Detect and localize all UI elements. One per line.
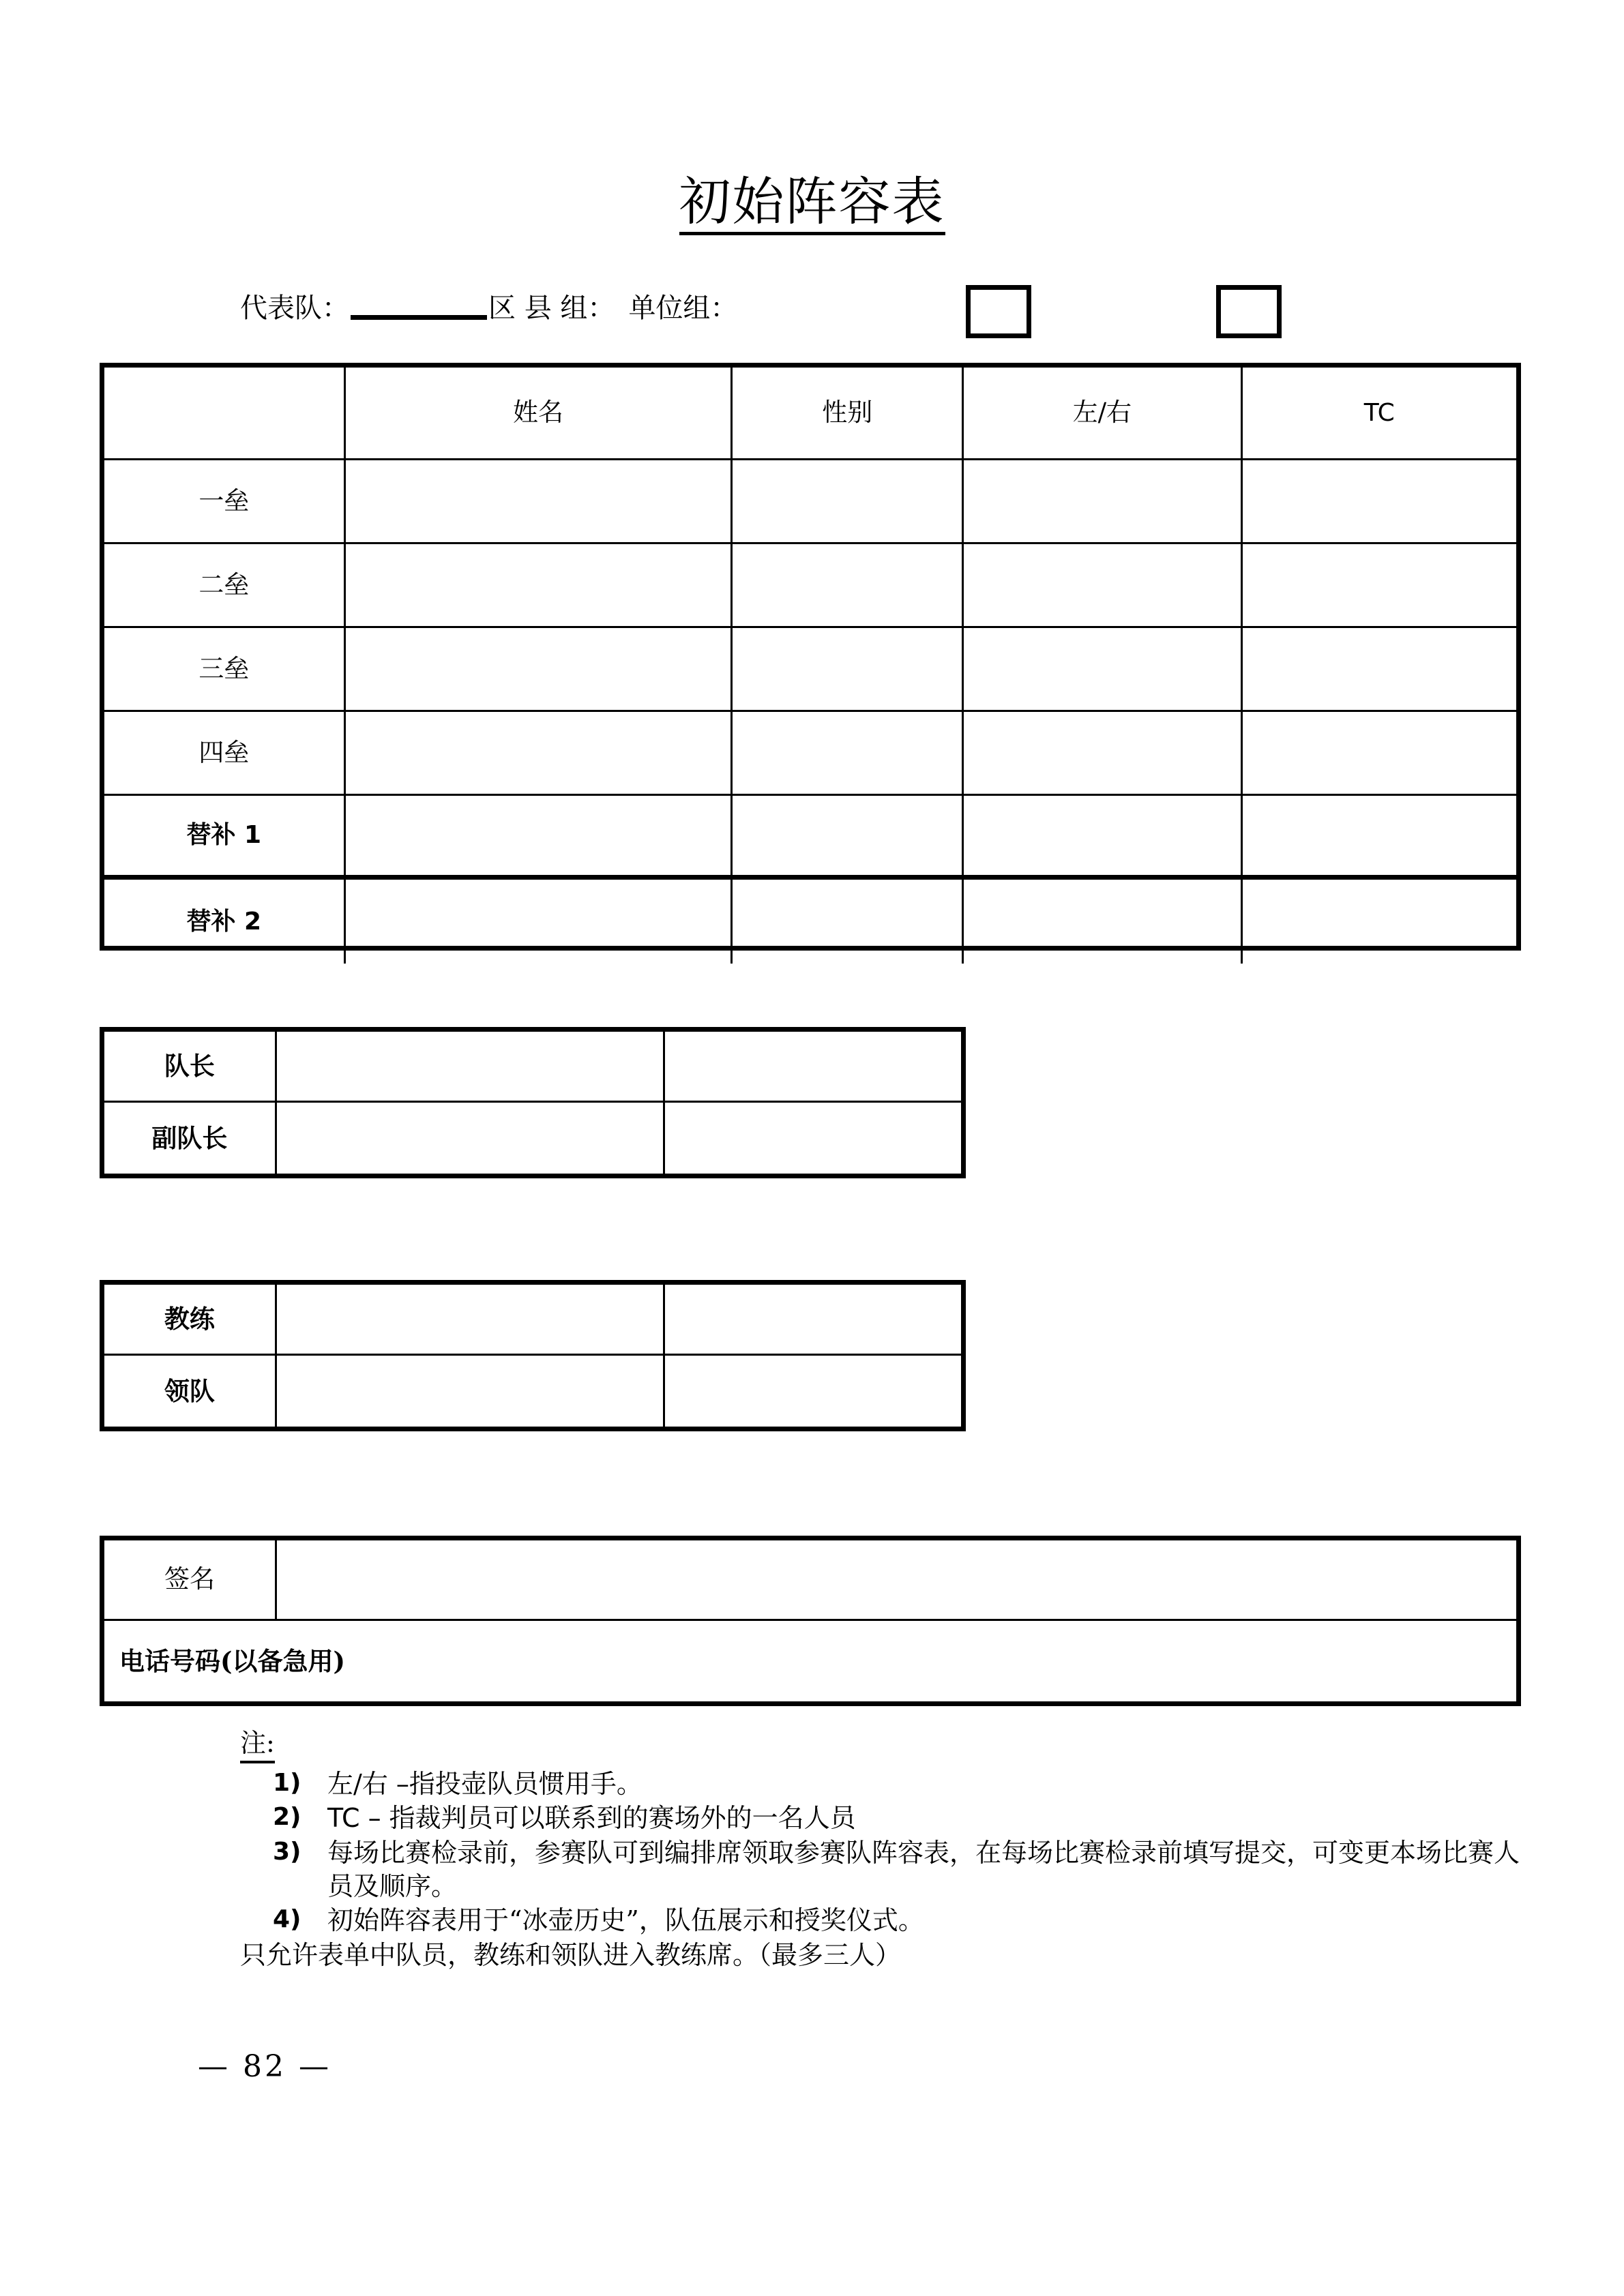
team-leader-label: 领队: [104, 1356, 277, 1427]
roster-name-2[interactable]: [346, 544, 733, 626]
roster-table: [100, 363, 1521, 951]
district-group-label: 区 县 组：: [488, 293, 615, 324]
note-text-4: 初始阵容表用于“冰壶历史”，队伍展示和授奖仪式。: [327, 1905, 924, 1936]
table-row: [104, 1540, 1516, 1621]
roster-gender-1[interactable]: [733, 460, 964, 542]
signature-label: 签名: [104, 1540, 277, 1619]
page-title-text: 初始阵容表: [679, 176, 945, 235]
note-text-1: 左/右 –指投壶队员惯用手。: [327, 1768, 643, 1799]
table-row: [104, 1285, 961, 1356]
roster-position-1: 一垒: [104, 460, 346, 542]
page-title: [0, 171, 1624, 235]
coach-value-1[interactable]: [277, 1285, 666, 1354]
list-item: [273, 1802, 1536, 1835]
roster-name-5[interactable]: [346, 796, 733, 875]
table-row: [104, 1621, 1516, 1701]
roster-header-tc: TC: [1363, 398, 1395, 427]
roster-tc-1[interactable]: [1243, 460, 1516, 542]
table-row: [104, 460, 1516, 544]
team-leader-value-2[interactable]: [665, 1356, 961, 1427]
page-number: — 82 —: [198, 2049, 331, 2084]
table-row: [104, 712, 1516, 796]
table-row: [104, 1356, 961, 1427]
roster-header-position: [104, 368, 346, 458]
roster-position-5: 替补 1: [104, 796, 346, 875]
list-item: [273, 1904, 1536, 1937]
note-number-2: 2): [273, 1803, 301, 1832]
coach-label: 教练: [104, 1285, 277, 1354]
table-row: [104, 628, 1516, 712]
vice-captain-value-2[interactable]: [665, 1103, 961, 1174]
roster-tc-6[interactable]: [1243, 880, 1516, 964]
roster-hand-1[interactable]: [964, 460, 1242, 542]
phone-label[interactable]: 电话号码(以备急用): [119, 1645, 346, 1676]
roster-header-gender: 性别: [733, 368, 964, 458]
roster-gender-2[interactable]: [733, 544, 964, 626]
roster-position-3: 三垒: [104, 628, 346, 710]
roster-hand-5[interactable]: [964, 796, 1242, 875]
unit-group-label: 单位组：: [628, 293, 738, 324]
vice-captain-value-1[interactable]: [277, 1103, 666, 1174]
roster-name-6[interactable]: [346, 880, 733, 964]
roster-name-4[interactable]: [346, 712, 733, 794]
roster-position-2: 二垒: [104, 544, 346, 626]
signature-table: [100, 1536, 1521, 1706]
roster-hand-6[interactable]: [964, 880, 1242, 964]
table-row: [104, 796, 1516, 880]
roster-tc-2[interactable]: [1243, 544, 1516, 626]
note-number-4: 4): [273, 1905, 301, 1934]
captain-value-1[interactable]: [277, 1032, 666, 1101]
roster-hand-2[interactable]: [964, 544, 1242, 626]
table-row: [104, 1103, 961, 1174]
team-leader-value-1[interactable]: [277, 1356, 666, 1427]
coach-table: [100, 1280, 966, 1431]
roster-name-3[interactable]: [346, 628, 733, 710]
table-row: [104, 544, 1516, 628]
roster-gender-3[interactable]: [733, 628, 964, 710]
roster-gender-4[interactable]: [733, 712, 964, 794]
unit-group-checkbox[interactable]: [1216, 285, 1282, 338]
roster-tc-3[interactable]: [1243, 628, 1516, 710]
team-name-blank[interactable]: [351, 315, 487, 320]
notes-title-wrap: [240, 1727, 1536, 1768]
roster-name-1[interactable]: [346, 460, 733, 542]
district-group-checkbox[interactable]: [966, 285, 1031, 338]
table-row: [104, 880, 1516, 964]
roster-tc-4[interactable]: [1243, 712, 1516, 794]
roster-position-6: 替补 2: [104, 880, 346, 964]
roster-hand-3[interactable]: [964, 628, 1242, 710]
notes-section: [240, 1727, 1536, 1971]
roster-position-4: 四垒: [104, 712, 346, 794]
roster-hand-4[interactable]: [964, 712, 1242, 794]
captain-table: [100, 1027, 966, 1178]
notes-list: [240, 1768, 1536, 1937]
signature-field[interactable]: [277, 1540, 1516, 1619]
note-text-2: TC – 指裁判员可以联系到的赛场外的一名人员: [327, 1803, 856, 1834]
note-text-3: 每场比赛检录前，参赛队可到编排席领取参赛队阵容表，在每场比赛检录前填写提交，可变更本场比赛人员及顺序。: [327, 1837, 1520, 1901]
note-number-1: 1): [273, 1768, 301, 1797]
note-number-3: 3): [273, 1837, 301, 1866]
notes-title: 注:: [240, 1727, 275, 1763]
captain-value-2[interactable]: [665, 1032, 961, 1101]
list-item: [273, 1768, 1536, 1801]
roster-header-name: 姓名: [346, 368, 733, 458]
captain-label: 队长: [104, 1032, 277, 1101]
roster-header-hand: 左/右: [964, 368, 1242, 458]
notes-trailing-text: 只允许表单中队员，教练和领队进入教练席。（最多三人）: [240, 1939, 902, 1970]
roster-gender-6[interactable]: [733, 880, 964, 964]
roster-tc-5[interactable]: [1243, 796, 1516, 875]
vice-captain-label: 副队长: [104, 1103, 277, 1174]
roster-gender-5[interactable]: [733, 796, 964, 875]
team-label: 代表队：: [240, 293, 349, 324]
list-item: [273, 1836, 1536, 1903]
table-row: [104, 1032, 961, 1103]
coach-value-2[interactable]: [665, 1285, 961, 1354]
roster-header-row: [104, 368, 1516, 460]
form-header-line: [240, 295, 737, 322]
